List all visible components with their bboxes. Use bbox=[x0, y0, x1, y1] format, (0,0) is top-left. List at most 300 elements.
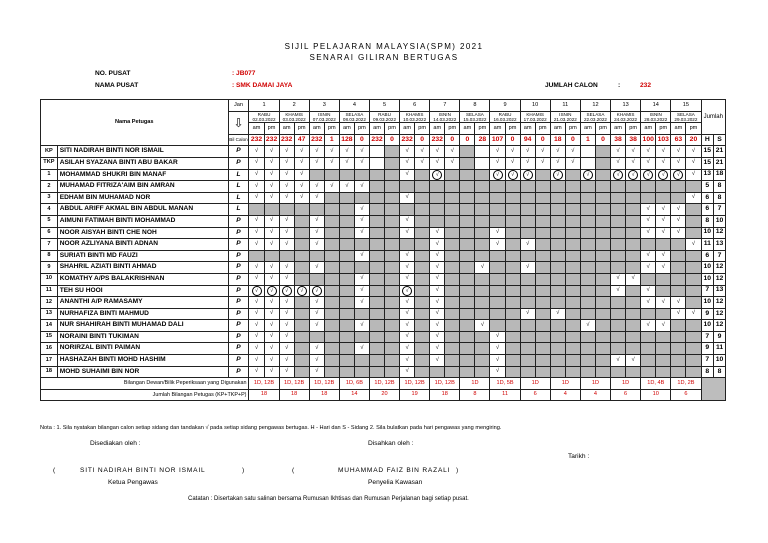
petugas-count: 18 bbox=[430, 389, 460, 401]
duty-cell bbox=[385, 308, 400, 320]
table-row bbox=[41, 366, 726, 378]
duty-cell: √ bbox=[671, 157, 686, 169]
row-code: 1 bbox=[41, 169, 58, 181]
duty-cell: √ bbox=[324, 181, 339, 193]
tarikh-label: Tarikh : bbox=[568, 453, 590, 460]
duty-cell: √ bbox=[611, 273, 626, 285]
table-row bbox=[41, 239, 726, 251]
date-text: 16.03.2022 bbox=[493, 116, 517, 122]
table-row bbox=[41, 204, 726, 216]
duty-cell bbox=[460, 331, 475, 343]
staff-name: NORIRZAL BINTI PAIMAN bbox=[57, 343, 228, 355]
duty-cell bbox=[626, 181, 641, 193]
duty-cell bbox=[324, 308, 339, 320]
row-code: 16 bbox=[41, 343, 58, 355]
day-number: 6 bbox=[400, 100, 430, 112]
duty-cell: √ bbox=[520, 146, 535, 158]
duty-cell bbox=[595, 227, 610, 239]
duty-cell: √ bbox=[490, 157, 505, 169]
duty-cell bbox=[550, 355, 565, 367]
row-code: TKP bbox=[41, 157, 58, 169]
duty-cell: √ bbox=[430, 250, 445, 262]
duty-cell bbox=[505, 366, 520, 378]
duty-cell bbox=[400, 204, 415, 216]
duty-cell bbox=[415, 227, 430, 239]
duty-cell bbox=[430, 192, 445, 204]
duty-cell bbox=[565, 331, 580, 343]
petugas-count: 4 bbox=[550, 389, 580, 401]
duty-cell bbox=[595, 204, 610, 216]
day-number: 4 bbox=[339, 100, 369, 112]
duty-cell bbox=[294, 331, 309, 343]
total-s: 7 bbox=[714, 250, 726, 262]
total-s: 21 bbox=[714, 157, 726, 169]
date-text: 14.03.2022 bbox=[433, 116, 457, 122]
calon-count: 232 bbox=[369, 134, 384, 146]
duty-cell bbox=[641, 355, 656, 367]
dewan-count: 1D, 12B bbox=[400, 378, 430, 390]
duty-cell: √ bbox=[671, 308, 686, 320]
am-label: am bbox=[339, 123, 354, 135]
nama-pusat-value: : SMK DAMAI JAYA bbox=[232, 82, 293, 89]
dewan-count: 1D, 12B bbox=[369, 378, 399, 390]
duty-cell: √ bbox=[264, 146, 279, 158]
gender-code: P bbox=[228, 262, 249, 274]
duty-cell: √ bbox=[641, 204, 656, 216]
duty-cell: √ bbox=[294, 181, 309, 193]
duty-cell: √ bbox=[671, 215, 686, 227]
duty-cell: √ bbox=[279, 355, 294, 367]
total-h: 9 bbox=[701, 308, 714, 320]
duty-cell: √ bbox=[656, 297, 671, 309]
calon-count: 1 bbox=[580, 134, 595, 146]
page-subtitle: SENARAI GILIRAN BERTUGAS bbox=[309, 53, 459, 62]
duty-cell: √ bbox=[264, 331, 279, 343]
duty-cell bbox=[671, 250, 686, 262]
duty-cell bbox=[686, 227, 701, 239]
am-label: am bbox=[400, 123, 415, 135]
duty-cell: √ bbox=[686, 308, 701, 320]
duty-cell: √ bbox=[339, 146, 354, 158]
duty-cell bbox=[460, 273, 475, 285]
duty-cell: √ bbox=[400, 192, 415, 204]
total-s: 10 bbox=[714, 355, 726, 367]
duty-cell bbox=[550, 169, 565, 181]
staff-name: SITI NADIRAH BINTI NOR ISMAIL bbox=[57, 146, 228, 158]
duty-cell: √ bbox=[354, 181, 369, 193]
circled-tick: √ bbox=[673, 170, 683, 180]
duty-cell bbox=[671, 239, 686, 251]
duty-cell bbox=[595, 181, 610, 193]
duty-cell bbox=[550, 250, 565, 262]
paren-close-1: ) bbox=[242, 467, 245, 474]
duty-cell bbox=[249, 204, 264, 216]
staff-name: ANANTHI A/P RAMASAMY bbox=[57, 297, 228, 309]
duty-cell bbox=[475, 181, 490, 193]
day-date bbox=[309, 111, 339, 123]
duty-cell bbox=[294, 262, 309, 274]
duty-cell bbox=[385, 157, 400, 169]
total-s: 8 bbox=[714, 192, 726, 204]
jan-label: Jan bbox=[228, 100, 249, 112]
duty-cell bbox=[671, 285, 686, 297]
duty-cell bbox=[369, 297, 384, 309]
duty-cell bbox=[324, 227, 339, 239]
duty-cell: √ bbox=[249, 192, 264, 204]
duty-cell bbox=[475, 355, 490, 367]
duty-cell bbox=[415, 297, 430, 309]
dewan-count: 1D bbox=[611, 378, 641, 390]
duty-cell: √ bbox=[641, 285, 656, 297]
day-name: RABU bbox=[257, 111, 271, 117]
duty-cell: √ bbox=[264, 355, 279, 367]
duty-cell bbox=[445, 308, 460, 320]
duty-cell bbox=[580, 181, 595, 193]
disahkan-label: Disahkan oleh : bbox=[368, 440, 414, 447]
duty-cell: √ bbox=[656, 146, 671, 158]
duty-cell bbox=[339, 308, 354, 320]
am-label: am bbox=[611, 123, 626, 135]
duty-cell bbox=[565, 366, 580, 378]
row-code: 3 bbox=[41, 192, 58, 204]
duty-cell bbox=[520, 192, 535, 204]
duty-cell bbox=[369, 169, 384, 181]
duty-cell bbox=[324, 239, 339, 251]
duty-cell: √ bbox=[400, 331, 415, 343]
table-row bbox=[41, 215, 726, 227]
table-row bbox=[41, 297, 726, 309]
gender-code: P bbox=[228, 366, 249, 378]
duty-cell bbox=[490, 297, 505, 309]
duty-cell: √ bbox=[279, 273, 294, 285]
am-label: am bbox=[430, 123, 445, 135]
duty-cell bbox=[264, 204, 279, 216]
duty-cell bbox=[611, 227, 626, 239]
duty-cell bbox=[656, 331, 671, 343]
date-text: 08.03.2022 bbox=[342, 116, 366, 122]
duty-cell bbox=[445, 320, 460, 332]
duty-cell bbox=[460, 146, 475, 158]
day-date bbox=[580, 111, 610, 123]
duty-cell bbox=[445, 215, 460, 227]
duty-cell bbox=[415, 181, 430, 193]
duty-cell: √ bbox=[611, 157, 626, 169]
table-row bbox=[41, 308, 726, 320]
duty-cell bbox=[339, 239, 354, 251]
duty-cell: √ bbox=[505, 146, 520, 158]
duty-cell bbox=[475, 169, 490, 181]
duty-cell: √ bbox=[565, 146, 580, 158]
pm-label: pm bbox=[535, 123, 550, 135]
duty-cell: √ bbox=[686, 146, 701, 158]
total-h: 5 bbox=[701, 181, 714, 193]
duty-cell bbox=[460, 157, 475, 169]
date-text: 03.03.2022 bbox=[282, 116, 306, 122]
duty-cell bbox=[595, 262, 610, 274]
duty-cell: √ bbox=[309, 146, 324, 158]
duty-cell bbox=[354, 331, 369, 343]
day-date bbox=[490, 111, 520, 123]
duty-cell bbox=[656, 355, 671, 367]
duty-cell bbox=[294, 239, 309, 251]
duty-cell bbox=[656, 192, 671, 204]
duty-cell bbox=[626, 215, 641, 227]
duty-cell bbox=[400, 285, 415, 297]
duty-cell bbox=[385, 239, 400, 251]
duty-cell: √ bbox=[309, 227, 324, 239]
duty-cell bbox=[475, 366, 490, 378]
duty-cell bbox=[490, 215, 505, 227]
duty-cell bbox=[415, 239, 430, 251]
duty-cell: √ bbox=[264, 157, 279, 169]
duty-cell bbox=[565, 262, 580, 274]
duty-cell bbox=[475, 204, 490, 216]
duty-cell bbox=[535, 227, 550, 239]
dewan-count: 1D, 2B bbox=[671, 378, 701, 390]
duty-cell: √ bbox=[339, 181, 354, 193]
duty-cell bbox=[671, 320, 686, 332]
s-label: S bbox=[714, 134, 726, 146]
duty-cell: √ bbox=[279, 239, 294, 251]
duty-cell: √ bbox=[490, 227, 505, 239]
paren-close-2: ) bbox=[456, 467, 459, 474]
gender-code: P bbox=[228, 273, 249, 285]
calon-count: 107 bbox=[490, 134, 505, 146]
day-name: SELASA bbox=[586, 111, 605, 117]
total-s: 12 bbox=[714, 297, 726, 309]
duty-cell bbox=[550, 262, 565, 274]
signatory-1-name: SITI NADIRAH BINTI NOR ISMAIL bbox=[80, 467, 206, 474]
duty-cell bbox=[505, 239, 520, 251]
duty-cell bbox=[475, 250, 490, 262]
am-label: am bbox=[460, 123, 475, 135]
duty-cell bbox=[595, 192, 610, 204]
duty-cell bbox=[460, 262, 475, 274]
row-code: 8 bbox=[41, 250, 58, 262]
duty-cell bbox=[520, 215, 535, 227]
petugas-count: 8 bbox=[460, 389, 490, 401]
duty-cell bbox=[580, 297, 595, 309]
duty-cell bbox=[580, 204, 595, 216]
duty-cell bbox=[445, 297, 460, 309]
duty-cell bbox=[309, 273, 324, 285]
duty-cell bbox=[686, 262, 701, 274]
duty-cell bbox=[580, 285, 595, 297]
duty-cell bbox=[339, 297, 354, 309]
duty-cell bbox=[460, 366, 475, 378]
calon-count: 18 bbox=[550, 134, 565, 146]
duty-cell: √ bbox=[475, 262, 490, 274]
duty-cell bbox=[595, 355, 610, 367]
total-s: 13 bbox=[714, 239, 726, 251]
gender-code: P bbox=[228, 343, 249, 355]
duty-cell: √ bbox=[445, 157, 460, 169]
duty-cell bbox=[641, 181, 656, 193]
duty-cell bbox=[460, 239, 475, 251]
petugas-count: 18 bbox=[249, 389, 279, 401]
duty-cell bbox=[595, 215, 610, 227]
duty-cell bbox=[369, 227, 384, 239]
duty-cell: √ bbox=[400, 169, 415, 181]
duty-cell: √ bbox=[264, 227, 279, 239]
duty-cell bbox=[535, 273, 550, 285]
staff-name: MUHAMAD FITRIZA'AIM BIN AMRAN bbox=[57, 181, 228, 193]
calon-count: 0 bbox=[505, 134, 520, 146]
duty-cell: √ bbox=[490, 366, 505, 378]
duty-cell bbox=[369, 146, 384, 158]
duty-cell bbox=[550, 331, 565, 343]
duty-cell: √ bbox=[400, 366, 415, 378]
duty-cell: √ bbox=[641, 250, 656, 262]
duty-cell bbox=[550, 285, 565, 297]
duty-cell: √ bbox=[611, 285, 626, 297]
date-text: 24.03.2022 bbox=[614, 116, 638, 122]
date-text: 09.03.2022 bbox=[373, 116, 397, 122]
dewan-count: 1D, 12B bbox=[430, 378, 460, 390]
day-number: 9 bbox=[490, 100, 520, 112]
day-number: 15 bbox=[671, 100, 701, 112]
calon-count: 47 bbox=[294, 134, 309, 146]
table-row bbox=[41, 343, 726, 355]
duty-cell bbox=[550, 297, 565, 309]
duty-cell: √ bbox=[430, 285, 445, 297]
duty-cell bbox=[490, 285, 505, 297]
day-date bbox=[400, 111, 430, 123]
duty-cell: √ bbox=[279, 320, 294, 332]
duty-cell bbox=[656, 308, 671, 320]
duty-cell: √ bbox=[400, 215, 415, 227]
duty-cell: √ bbox=[279, 215, 294, 227]
duty-cell: √ bbox=[279, 366, 294, 378]
calon-count: 103 bbox=[656, 134, 671, 146]
duty-cell bbox=[369, 355, 384, 367]
date-text: 29.03.2022 bbox=[674, 116, 698, 122]
petugas-count: 11 bbox=[490, 389, 520, 401]
duty-cell bbox=[490, 273, 505, 285]
duty-cell bbox=[445, 262, 460, 274]
duty-cell bbox=[279, 250, 294, 262]
duty-cell bbox=[354, 355, 369, 367]
duty-cell bbox=[611, 343, 626, 355]
duty-cell: √ bbox=[430, 355, 445, 367]
am-label: am bbox=[279, 123, 294, 135]
dewan-count: 1D bbox=[520, 378, 550, 390]
staff-name: SURIATI BINTI MD FAUZI bbox=[57, 250, 228, 262]
duty-cell: √ bbox=[279, 308, 294, 320]
duty-cell bbox=[475, 227, 490, 239]
total-s: 12 bbox=[714, 273, 726, 285]
duty-cell bbox=[339, 320, 354, 332]
duty-cell bbox=[565, 250, 580, 262]
duty-cell bbox=[686, 204, 701, 216]
pm-label: pm bbox=[595, 123, 610, 135]
duty-cell bbox=[369, 204, 384, 216]
duty-cell bbox=[490, 204, 505, 216]
duty-cell bbox=[611, 169, 626, 181]
duty-cell bbox=[641, 192, 656, 204]
duty-cell bbox=[415, 204, 430, 216]
duty-cell: √ bbox=[294, 157, 309, 169]
duty-cell bbox=[626, 308, 641, 320]
duty-cell bbox=[520, 331, 535, 343]
duty-cell bbox=[324, 343, 339, 355]
duty-cell: √ bbox=[279, 343, 294, 355]
duty-cell: √ bbox=[309, 297, 324, 309]
day-date bbox=[611, 111, 641, 123]
gender-code: P bbox=[228, 331, 249, 343]
petugas-count: 14 bbox=[339, 389, 369, 401]
duty-cell: √ bbox=[641, 227, 656, 239]
day-date bbox=[550, 111, 580, 123]
calon-count: 38 bbox=[626, 134, 641, 146]
duty-cell: √ bbox=[249, 366, 264, 378]
table-row bbox=[41, 192, 726, 204]
table-row bbox=[41, 227, 726, 239]
row-code: 4 bbox=[41, 204, 58, 216]
duty-cell: √ bbox=[430, 157, 445, 169]
date-text: 22.03.2022 bbox=[583, 116, 607, 122]
duty-cell: √ bbox=[309, 262, 324, 274]
day-name: SELASA bbox=[676, 111, 695, 117]
day-number: 2 bbox=[279, 100, 309, 112]
pm-label: pm bbox=[385, 123, 400, 135]
duty-cell bbox=[686, 250, 701, 262]
calon-count: 232 bbox=[279, 134, 294, 146]
staff-name: ASILAH SYAZANA BINTI ABU BAKAR bbox=[57, 157, 228, 169]
duty-cell bbox=[369, 343, 384, 355]
duty-cell: √ bbox=[354, 157, 369, 169]
duty-cell: √ bbox=[279, 297, 294, 309]
summary-blank bbox=[701, 378, 726, 401]
duty-cell bbox=[294, 343, 309, 355]
staff-name: TEH SU HOOI bbox=[57, 285, 228, 297]
duty-cell: √ bbox=[294, 146, 309, 158]
duty-cell bbox=[535, 366, 550, 378]
day-number: 11 bbox=[550, 100, 580, 112]
duty-cell bbox=[550, 366, 565, 378]
row-code: 14 bbox=[41, 320, 58, 332]
table-row bbox=[41, 250, 726, 262]
calon-count: 20 bbox=[686, 134, 701, 146]
duty-cell bbox=[686, 285, 701, 297]
calon-count: 63 bbox=[671, 134, 686, 146]
duty-cell: √ bbox=[520, 157, 535, 169]
duty-cell bbox=[354, 308, 369, 320]
duty-cell bbox=[460, 355, 475, 367]
table-row bbox=[41, 285, 726, 297]
total-s: 11 bbox=[714, 343, 726, 355]
duty-cell bbox=[595, 331, 610, 343]
gender-code: P bbox=[228, 157, 249, 169]
duty-cell: √ bbox=[641, 262, 656, 274]
date-text: 02.03.2022 bbox=[252, 116, 276, 122]
duty-cell: √ bbox=[490, 239, 505, 251]
total-h: 10 bbox=[701, 262, 714, 274]
day-date bbox=[339, 111, 369, 123]
duty-cell: √ bbox=[656, 250, 671, 262]
duty-cell: √ bbox=[249, 169, 264, 181]
duty-cell bbox=[580, 215, 595, 227]
duty-cell: √ bbox=[354, 273, 369, 285]
duty-cell: √ bbox=[641, 297, 656, 309]
day-name: ISNIN bbox=[649, 111, 662, 117]
jumlah-calon-sep: : bbox=[618, 82, 621, 89]
duty-cell: √ bbox=[430, 262, 445, 274]
duty-cell bbox=[385, 320, 400, 332]
duty-cell: √ bbox=[550, 146, 565, 158]
duty-cell bbox=[294, 308, 309, 320]
duty-cell: √ bbox=[430, 239, 445, 251]
